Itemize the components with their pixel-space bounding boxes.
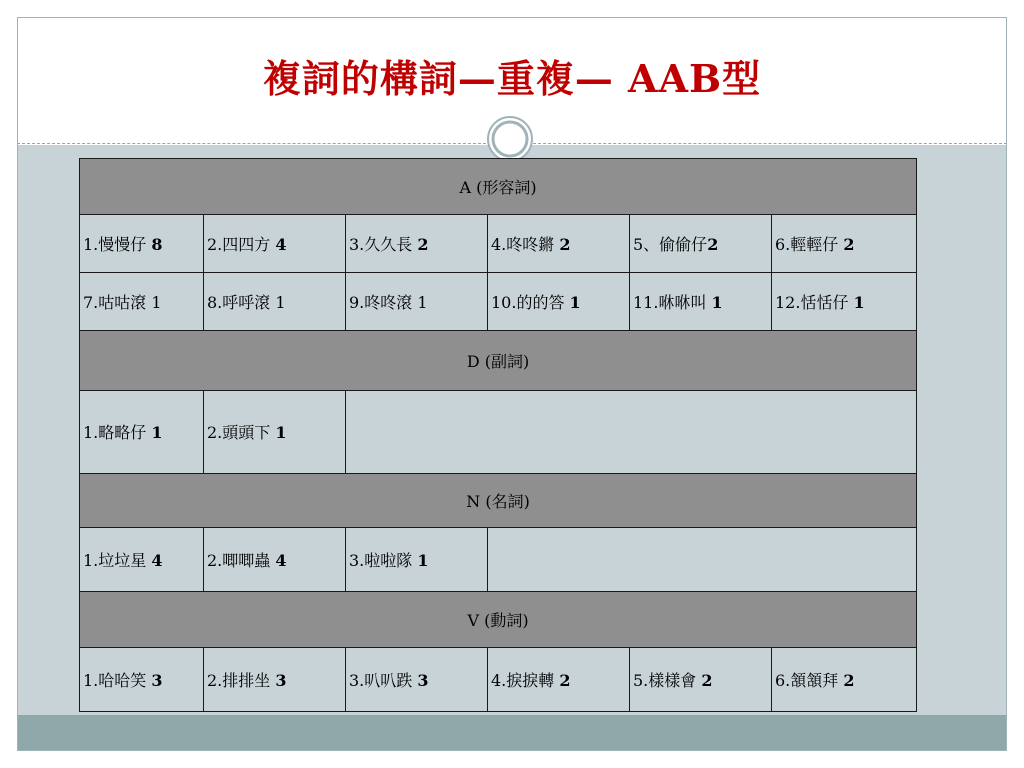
- word-cell: [204, 527, 346, 591]
- word-cell: [204, 215, 346, 273]
- word-cell: [80, 215, 204, 273]
- word-text: 2.唧唧蟲: [207, 550, 271, 570]
- word-count: 4: [275, 235, 287, 255]
- word-count: 2: [701, 670, 713, 690]
- word-text: 4.捩捩轉: [491, 670, 555, 690]
- table-row: [80, 215, 917, 273]
- word-cell: [630, 215, 772, 273]
- word-count: 1: [569, 293, 581, 313]
- table-row: [80, 527, 917, 591]
- section-header-row: [80, 591, 917, 647]
- word-text: 6.頷頷拜: [775, 670, 839, 690]
- section-header-row: [80, 473, 917, 527]
- word-count: 1: [151, 423, 163, 443]
- word-count: 1: [275, 423, 287, 443]
- word-cell: [488, 273, 630, 331]
- word-text: 10.的的答: [491, 293, 565, 313]
- word-text: 2.頭頭下: [207, 423, 271, 443]
- word-count: 3: [275, 670, 287, 690]
- word-count: 8: [151, 235, 163, 255]
- word-text: 8.呼呼滾: [207, 293, 271, 313]
- section-header: V (動詞): [80, 591, 917, 647]
- word-cell: [488, 215, 630, 273]
- word-cell: [772, 273, 917, 331]
- word-count: 4: [151, 550, 163, 570]
- word-text: 5、偷偷仔: [633, 235, 708, 255]
- section-header: A (形容詞): [80, 159, 917, 215]
- word-text: 3.久久長: [349, 235, 413, 255]
- word-cell: [80, 273, 204, 331]
- word-text: 1.垃垃星: [83, 550, 147, 570]
- word-count: 4: [275, 550, 287, 570]
- empty-cell: [346, 391, 917, 473]
- word-count: 2: [417, 235, 429, 255]
- word-text: 5.樣樣會: [633, 670, 697, 690]
- word-count: 1: [151, 293, 162, 313]
- word-count: 1: [417, 293, 428, 313]
- aab-word-table: [79, 158, 917, 712]
- section-header: D (副詞): [80, 331, 917, 391]
- word-text: 2.排排坐: [207, 670, 271, 690]
- empty-cell: [488, 527, 917, 591]
- word-count: 2: [559, 235, 571, 255]
- word-text: 4.咚咚鏘: [491, 235, 555, 255]
- word-cell: [80, 391, 204, 473]
- word-cell: [346, 647, 488, 711]
- word-count: 3: [151, 670, 163, 690]
- word-cell: [772, 215, 917, 273]
- word-text: 7.咕咕滾: [83, 293, 147, 313]
- table-row: [80, 273, 917, 331]
- word-count: 2: [559, 670, 571, 690]
- section-header-row: [80, 331, 917, 391]
- word-text: 11.咻咻叫: [633, 293, 707, 313]
- word-count: 3: [417, 670, 429, 690]
- word-count: 2: [843, 235, 855, 255]
- word-text: 6.輕輕仔: [775, 235, 839, 255]
- word-text: 9.咚咚滾: [349, 293, 413, 313]
- word-cell: [630, 647, 772, 711]
- word-cell: [80, 647, 204, 711]
- word-cell: [204, 273, 346, 331]
- word-text: 2.四四方: [207, 235, 271, 255]
- word-count: 1: [275, 293, 286, 313]
- word-cell: [80, 527, 204, 591]
- word-text: 1.哈哈笑: [83, 670, 147, 690]
- word-cell: [488, 647, 630, 711]
- word-count: 1: [853, 293, 865, 313]
- word-cell: [346, 215, 488, 273]
- word-count: 2: [843, 670, 855, 690]
- table-row: [80, 647, 917, 711]
- word-text: 12.恬恬仔: [775, 293, 849, 313]
- word-count: 2: [707, 235, 719, 255]
- word-cell: [204, 391, 346, 473]
- word-text: 3.叭叭跌: [349, 670, 413, 690]
- footer-band: [18, 715, 1006, 750]
- word-text: 3.啦啦隊: [349, 550, 413, 570]
- slide-title: 複詞的構詞—重複— AAB型: [262, 56, 762, 101]
- word-text: 1.略略仔: [83, 423, 147, 443]
- word-cell: [772, 647, 917, 711]
- word-count: 1: [711, 293, 723, 313]
- word-cell: [346, 273, 488, 331]
- word-cell: [204, 647, 346, 711]
- table-row: [80, 391, 917, 473]
- word-cell: [346, 527, 488, 591]
- word-cell: [630, 273, 772, 331]
- section-header: N (名詞): [80, 473, 917, 527]
- section-header-row: [80, 159, 917, 215]
- word-text: 1.慢慢仔: [83, 235, 147, 255]
- word-count: 1: [417, 550, 429, 570]
